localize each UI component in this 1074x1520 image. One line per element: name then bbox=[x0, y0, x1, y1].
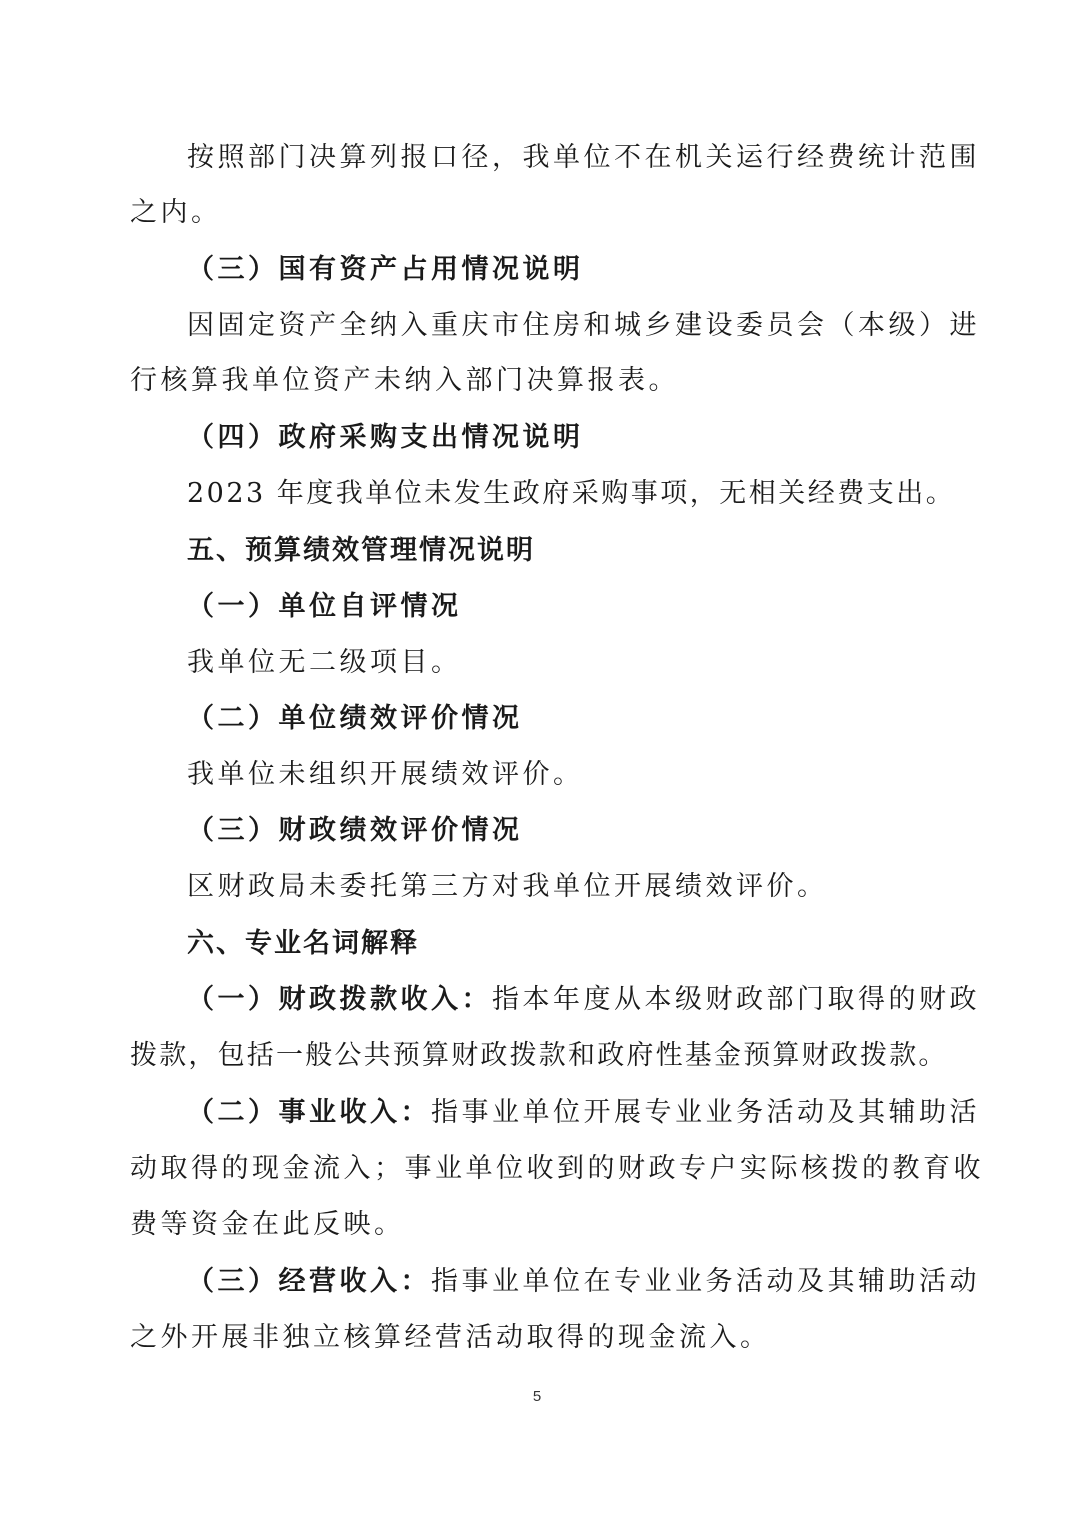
paragraph-line: 之内。 bbox=[130, 197, 222, 228]
paragraph-line: 拨款，包括一般公共预算财政拨款和政府性基金预算财政拨款。 bbox=[130, 1040, 948, 1071]
term-definition-line bbox=[187, 1095, 980, 1131]
term-text: 指本年度从本级财政部门取得的财政 bbox=[492, 984, 980, 1015]
section-heading: （三）财政绩效评价情况 bbox=[187, 815, 523, 846]
paragraph-line: 我单位无二级项目。 bbox=[187, 647, 462, 678]
section-heading: （一）单位自评情况 bbox=[187, 591, 462, 622]
section-heading: （三）国有资产占用情况说明 bbox=[187, 254, 584, 285]
paragraph-line: 按照部门决算列报口径，我单位不在机关运行经费统计范围 bbox=[187, 142, 980, 173]
paragraph-line: 区财政局未委托第三方对我单位开展绩效评价。 bbox=[187, 871, 828, 902]
paragraph-line: 费等资金在此反映。 bbox=[130, 1209, 405, 1240]
paragraph-line: 2023 年度我单位未发生政府采购事项，无相关经费支出。 bbox=[187, 478, 956, 509]
paragraph-line: 之外开展非独立核算经营活动取得的现金流入。 bbox=[130, 1322, 771, 1353]
paragraph-line: 因固定资产全纳入重庆市住房和城乡建设委员会（本级）进 bbox=[187, 310, 980, 341]
term-definition-line bbox=[187, 982, 980, 1018]
term-label: （一）财政拨款收入： bbox=[187, 984, 492, 1015]
section-heading: （四）政府采购支出情况说明 bbox=[187, 422, 584, 453]
section-heading: （二）单位绩效评价情况 bbox=[187, 703, 523, 734]
term-label: （三）经营收入： bbox=[187, 1266, 431, 1297]
paragraph-line: 动取得的现金流入；事业单位收到的财政专户实际核拨的教育收 bbox=[130, 1153, 984, 1184]
chapter-heading: 五、预算绩效管理情况说明 bbox=[187, 535, 535, 566]
paragraph-line: 行核算我单位资产未纳入部门决算报表。 bbox=[130, 365, 679, 396]
term-label: （二）事业收入： bbox=[187, 1097, 431, 1128]
chapter-heading: 六、专业名词解释 bbox=[187, 928, 419, 959]
paragraph-line: 我单位未组织开展绩效评价。 bbox=[187, 759, 584, 790]
term-definition-line bbox=[187, 1264, 980, 1300]
term-text: 指事业单位在专业业务活动及其辅助活动 bbox=[431, 1266, 980, 1297]
term-text: 指事业单位开展专业业务活动及其辅助活 bbox=[431, 1097, 980, 1128]
page-number: 5 bbox=[532, 1388, 542, 1405]
